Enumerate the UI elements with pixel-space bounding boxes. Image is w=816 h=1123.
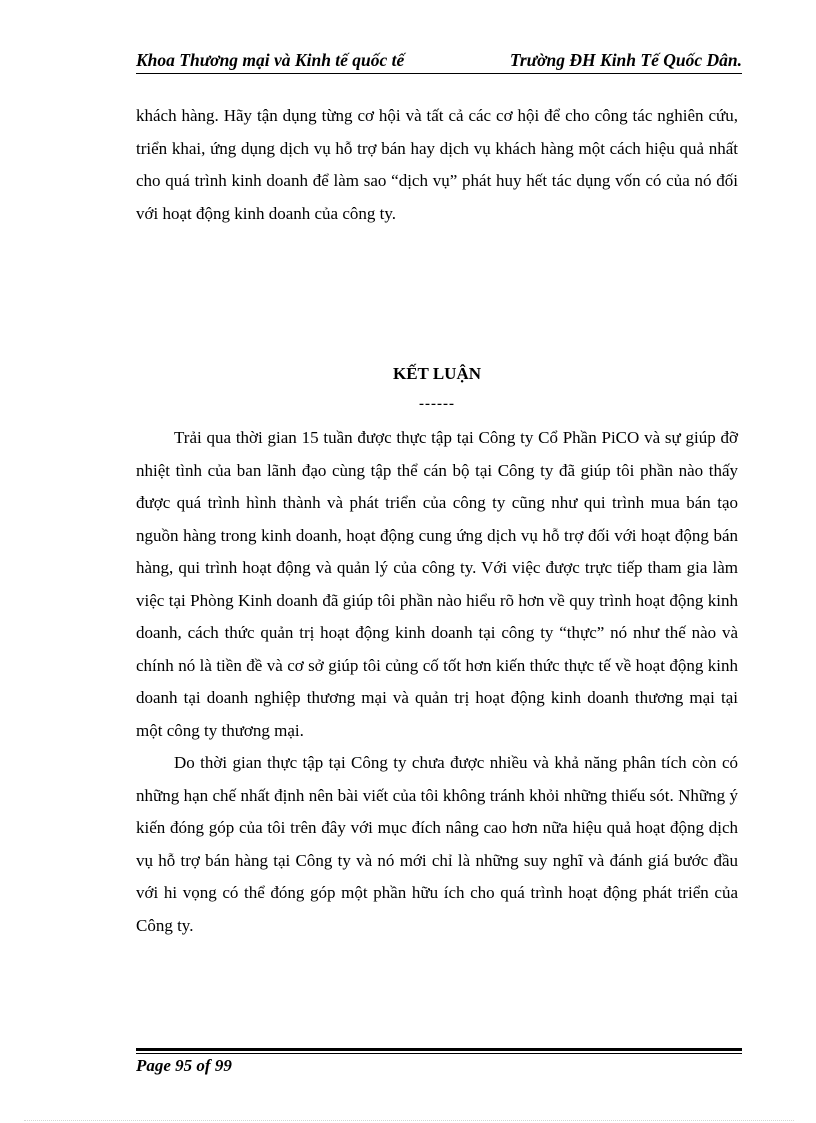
header-university: Trường ĐH Kinh Tế Quốc Dân.	[509, 50, 742, 70]
page-number: Page 95 of 99	[136, 1056, 232, 1075]
header-faculty: Khoa Thương mại và Kinh tế quốc tế	[136, 50, 405, 70]
page-header	[136, 48, 742, 72]
intro-paragraph: khách hàng. Hãy tận dụng từng cơ hội và tất cả các cơ hội để cho công tác nghiên cứu, triển khai, ứng dụng dịch vụ hỗ trợ bán hay dịch vụ khách hàng một cách hiệu quả nhất cho quá trình kinh doanh để làm sao “dịch vụ” phát huy hết tác dụng vốn có của nó đối với hoạt động kinh doanh của công ty.	[136, 106, 738, 223]
page-edge	[24, 1120, 794, 1121]
conclusion-title: KẾT LUẬN	[392, 364, 481, 383]
conclusion-paragraph: Do thời gian thực tập tại Công ty chưa được nhiều và khả năng phân tích còn có những hạn chế nhất định nên bài viết của tôi không tránh khỏi những thiếu sót. Những ý kiến đóng góp của tôi trên đây với mục đích nâng cao hơn nữa hiệu quả hoạt động dịch vụ hỗ trợ bán hàng tại Công ty và nó mới chỉ là những suy nghĩ và đánh giá bước đầu với hi vọng có thể đóng góp một phần hữu ích cho quá trình hoạt động phát triển của Công ty.	[136, 753, 738, 935]
title-separator: ------	[419, 396, 455, 412]
intro-section	[136, 100, 738, 230]
conclusion-body	[136, 422, 738, 942]
footer-divider-thick	[136, 1048, 742, 1051]
conclusion-paragraph: Trải qua thời gian 15 tuần được thực tập tại Công ty Cổ Phần PiCO và sự giúp đỡ nhiệt tình của ban lãnh đạo cùng tập thể cán bộ tại Công ty đã giúp tôi phần nào thấy được quá trình hình thành và phát triển của công ty cũng như qui trình mua bán tạo nguồn hàng trong kinh doanh, hoạt động cung ứng dịch vụ hỗ trợ đối với hoạt động bán hàng, qui trình hoạt động và quản lý của công ty. Với việc được trực tiếp tham gia làm việc tại Phòng Kinh doanh đã giúp tôi phần nào hiểu rõ hơn về quy trình hoạt động kinh doanh, cách thức quản trị hoạt động kinh doanh tại công ty “thực” nó như thế nào và chính nó là tiền đề và cơ sở giúp tôi củng cố tốt hơn kiến thức thực tế về hoạt động kinh doanh tại doanh nghiệp thương mại và quản trị hoạt động kinh doanh thương mại tại một công ty thương mại.	[136, 428, 738, 740]
header-divider	[136, 73, 742, 74]
footer-divider-thin	[136, 1053, 742, 1054]
